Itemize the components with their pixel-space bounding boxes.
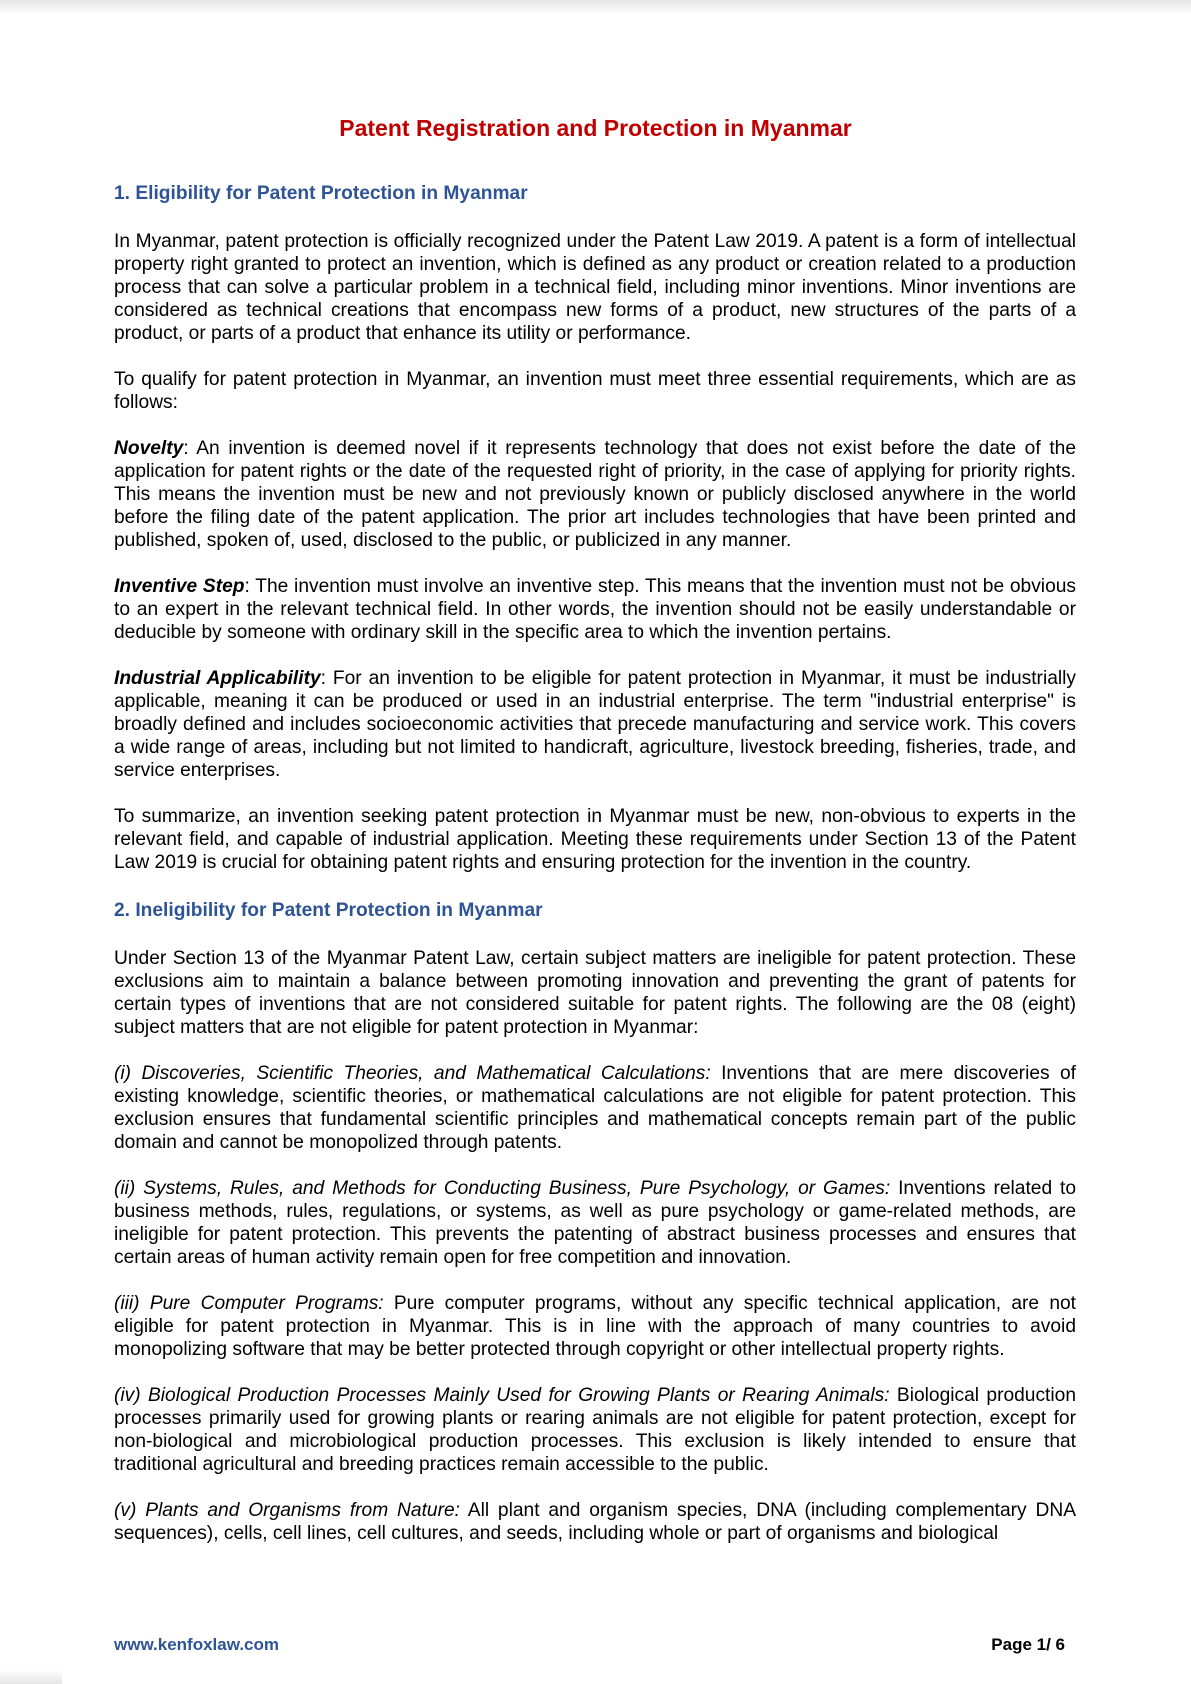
section-heading-eligibility: 1. Eligibility for Patent Protection in Myanmar xyxy=(114,183,528,204)
paragraph-requirements-intro: To qualify for patent protection in Myanmar, an invention must meet three essential requirements, which are as follows: xyxy=(114,369,1076,413)
page-number: Page 1/ 6 xyxy=(991,1635,1065,1654)
paragraph-summary: To summarize, an invention seeking patent protection in Myanmar must be new, non-obvious to experts in the relevant field, and capable of industrial application. Meeting these requirements under Section 13 of the Patent Law 2019 is crucial for obtaining patent rights and ensuring protection for the invention in the country. xyxy=(114,806,1076,873)
exclusion-text: Inventions that are mere discoveries of existing knowledge, scientific theories, or mathematical calculations are not eligible for patent protection. This exclusion ensures that fundamental scientific principles and mathematical concepts remain part of the public domain and cannot be monopolized through patents. xyxy=(114,1063,1076,1153)
exclusion-lead: (iv) Biological Production Processes Mainly Used for Growing Plants or Rearing Animals: xyxy=(114,1385,890,1406)
paragraph-patent-definition: In Myanmar, patent protection is officially recognized under the Patent Law 2019. A patent is a form of intellectual property right granted to protect an invention, which is defined as any product or creation related to a production process that can solve a particular problem in a technical field, including minor inventions. Minor inventions are considered as technical creations that encompass new forms of a product, new structures of the parts of a product, or parts of a product that enhance its utility or performance. xyxy=(114,231,1076,344)
requirement-inventive-step xyxy=(114,575,1076,644)
requirement-text: : An invention is deemed novel if it represents technology that does not exist before the date of the application for patent rights or the date of the requested right of priority, in the case of applying for priority rights. This means the invention must be new and not previously known or publicly disclosed anywhere in the world before the filing date of the patent application. The prior art includes technologies that have been printed and published, spoken of, used, disclosed to the public, or publicized in any manner. xyxy=(114,438,1076,551)
exclusion-lead: (i) Discoveries, Scientific Theories, and Mathematical Calculations: xyxy=(114,1063,711,1084)
exclusion-lead: (iii) Pure Computer Programs: xyxy=(114,1293,384,1314)
exclusion-text: Pure computer programs, without any specific technical application, are not eligible for patent protection in Myanmar. This is in line with the approach of many countries to avoid monopolizing software that may be better protected through copyright or other intellectual property rights. xyxy=(114,1293,1077,1360)
requirement-industrial-applicability xyxy=(114,667,1076,782)
exclusion-text: Biological production processes primarily used for growing plants or rearing animals are not eligible for patent protection, except for non-biological and microbiological production processes. This exclusion is likely intended to ensure that traditional agricultural and breeding practices remain accessible to the public. xyxy=(114,1385,1076,1475)
exclusion-item-discoveries xyxy=(114,1062,1076,1154)
exclusion-lead: (ii) Systems, Rules, and Methods for Conducting Business, Pure Psychology, or Games: xyxy=(114,1178,891,1199)
exclusion-item-plants-organisms xyxy=(114,1499,1076,1545)
requirement-text: : For an invention to be eligible for patent protection in Myanmar, it must be industrially applicable, meaning it can be produced or used in an industrial enterprise. The term "industrial enterprise" is broadly defined and includes socioeconomic activities that precede manufacturing and service work. This covers a wide range of areas, including but not limited to handicraft, agriculture, livestock breeding, fisheries, trade, and service enterprises. xyxy=(114,668,1076,781)
exclusion-text: Inventions related to business methods, rules, regulations, or systems, as well as pure psychology or game-related methods, are ineligible for patent protection. This prevents the patenting of abstract business processes and ensures that certain areas of human activity remain open for free competition and innovation. xyxy=(114,1178,1076,1268)
exclusion-item-computer-programs xyxy=(114,1292,1076,1361)
paragraph-exclusions-intro: Under Section 13 of the Myanmar Patent Law, certain subject matters are ineligible for patent protection. These exclusions aim to maintain a balance between promoting innovation and preventing the grant of patents for certain types of inventions that are not considered suitable for patent rights. The following are the 08 (eight) subject matters that are not eligible for patent protection in Myanmar: xyxy=(114,948,1076,1038)
requirement-term: Novelty xyxy=(114,438,184,459)
exclusion-lead: (v) Plants and Organisms from Nature: xyxy=(114,1500,460,1521)
requirement-term: Inventive Step xyxy=(114,576,245,597)
requirement-text: : The invention must involve an inventive step. This means that the invention must not be obvious to an expert in the relevant technical field. In other words, the invention should not be easily understandable or deducible by someone with ordinary skill in the specific area to which the invention pertains. xyxy=(114,576,1077,643)
exclusion-item-biological-processes xyxy=(114,1384,1076,1476)
requirement-novelty xyxy=(114,437,1076,552)
section-heading-ineligibility: 2. Ineligibility for Patent Protection in Myanmar xyxy=(114,900,543,921)
document-body xyxy=(114,180,1076,1568)
footer-website-link[interactable]: www.kenfoxlaw.com xyxy=(114,1635,280,1654)
exclusion-item-business-methods xyxy=(114,1177,1076,1269)
document-title: Patent Registration and Protection in Myanmar xyxy=(339,115,852,141)
requirement-term: Industrial Applicability xyxy=(114,668,321,689)
exclusion-text: All plant and organism species, DNA (including complementary DNA sequences), cells, cell lines, cell cultures, and seeds, including whole or part of organisms and biological xyxy=(114,1500,1076,1544)
